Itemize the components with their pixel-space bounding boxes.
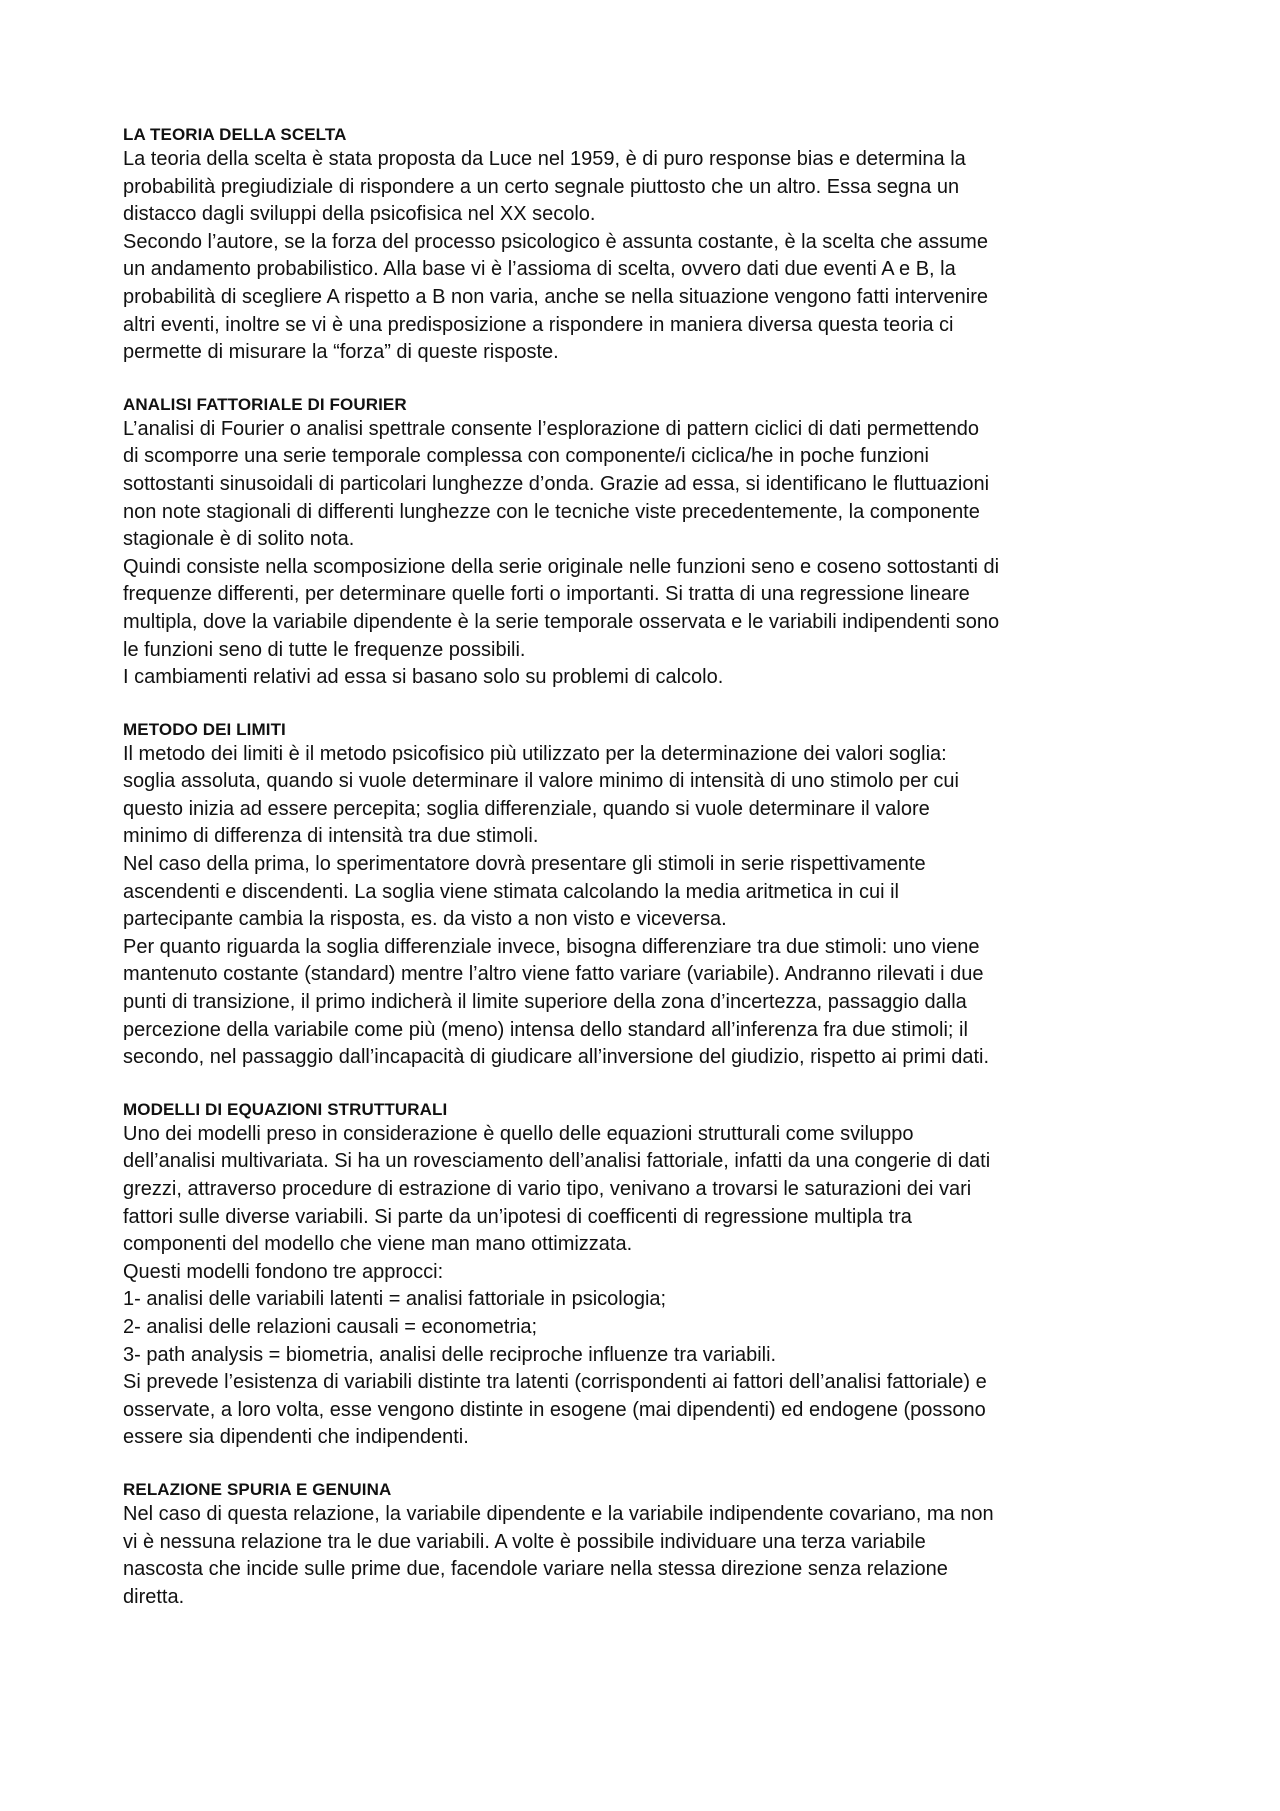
text-line: La teoria della scelta è stata proposta da Luce nel 1959, è di puro response bias e determina la <box>123 148 966 170</box>
text-line: sottostanti sinusoidali di particolari lunghezze d’onda. Grazie ad essa, si identificano le fluttuazioni <box>123 472 990 495</box>
text-line: di scomporre una serie temporale complessa con componente/i ciclica/he in poche funzioni <box>123 445 929 468</box>
section-body <box>123 1121 1183 1452</box>
text-line: distacco dagli sviluppi della psicofisica nel XX secolo. <box>123 203 596 226</box>
text-line: grezzi, attraverso procedure di estrazione di vario tipo, venivano a trovarsi le saturazioni dei vari <box>123 1178 972 1200</box>
text-line: questo inizia ad essere percepita; soglia differenziale, quando si vuole determinare il valore <box>123 797 930 820</box>
text-line: le funzioni seno di tutte le frequenze possibili. <box>123 638 526 661</box>
text-line: punti di transizione, il primo indicherà il limite superiore della zona d’incertezza, passaggio dalla <box>123 991 967 1014</box>
section-heading: RELAZIONE SPURIA E GENUINA <box>123 1479 392 1499</box>
section-relazione-spuria-genuina <box>123 1479 1183 1611</box>
section-body <box>123 146 1183 367</box>
text-line: un andamento probabilistico. Alla base vi è l’assioma di scelta, ovvero dati due eventi A e B, la <box>123 258 956 281</box>
section-analisi-fourier <box>123 394 1183 692</box>
text-line: altri eventi, inoltre se vi è una predisposizione a rispondere in maniera diversa questa teoria ci <box>123 313 954 336</box>
text-line: mantenuto costante (standard) mentre l’altro viene fatto variare (variabile). Andranno rilevati i due <box>123 963 984 986</box>
section-modelli-equazioni-strutturali <box>123 1099 1183 1452</box>
section-metodo-dei-limiti <box>123 719 1183 1072</box>
list-item: 3- path analysis = biometria, analisi delle reciproche influenze tra variabili. <box>123 1343 777 1366</box>
section-heading: ANALISI FATTORIALE DI FOURIER <box>123 394 407 414</box>
text-line: probabilità di scegliere A rispetto a B non varia, anche se nella situazione vengono fatti intervenire <box>123 285 988 308</box>
list-item: 2- analisi delle relazioni causali = econometria; <box>123 1315 538 1338</box>
section-body <box>123 741 1183 1072</box>
text-line: nascosta che incide sulle prime due, facendole variare nella stessa direzione senza relazione <box>123 1558 948 1581</box>
section-body <box>123 1501 1183 1611</box>
text-line: dell’analisi multivariata. Si ha un rovesciamento dell’analisi fattoriale, infatti da una congerie di dati <box>123 1150 991 1173</box>
text-line: Nel caso di questa relazione, la variabile dipendente e la variabile indipendente covariano, ma non <box>123 1502 994 1525</box>
text-line: diretta. <box>123 1585 185 1608</box>
section-teoria-della-scelta <box>123 124 1183 367</box>
text-line: stagionale è di solito nota. <box>123 528 355 551</box>
text-line: permette di misurare la “forza” di queste risposte. <box>123 341 559 364</box>
text-line: Nel caso della prima, lo sperimentatore dovrà presentare gli stimoli in serie rispettivamente <box>123 853 926 876</box>
text-line: L’analisi di Fourier o analisi spettrale consente l’esplorazione di pattern ciclici di dati permettendo <box>123 417 980 440</box>
text-line: multipla, dove la variabile dipendente è la serie temporale osservata e le variabili indipendenti sono <box>123 610 1000 633</box>
text-line: Quindi consiste nella scomposizione della serie originale nelle funzioni seno e coseno sottostanti di <box>123 555 1000 578</box>
text-line: ascendenti e discendenti. La soglia viene stimata calcolando la media aritmetica in cui il <box>123 880 899 903</box>
text-line: essere sia dipendenti che indipendenti. <box>123 1426 469 1449</box>
text-line: percezione della variabile come più (meno) intensa dello standard all’inferenza fra due stimoli; il <box>123 1018 968 1041</box>
text-line: soglia assoluta, quando si vuole determinare il valore minimo di intensità di uno stimolo per cui <box>123 770 959 793</box>
text-line: osservate, a loro volta, esse vengono distinte in esogene (mai dipendenti) ed endogene (possono <box>123 1398 986 1421</box>
text-line: minimo di differenza di intensità tra due stimoli. <box>123 825 539 848</box>
text-line: secondo, nel passaggio dall’incapacità di giudicare all’inversione del giudizio, rispetto ai primi dati. <box>123 1046 990 1069</box>
text-line: partecipante cambia la risposta, es. da visto a non visto e viceversa. <box>123 908 727 931</box>
text-line: Secondo l’autore, se la forza del processo psicologico è assunta costante, è la scelta che assume <box>123 230 988 253</box>
text-line: frequenze differenti, per determinare quelle forti o importanti. Si tratta di una regressione lineare <box>123 583 970 606</box>
document-page <box>123 124 1183 1638</box>
text-line: I cambiamenti relativi ad essa si basano solo su problemi di calcolo. <box>123 666 724 689</box>
text-line: non note stagionali di differenti lunghezze con le tecniche viste precedentemente, la componente <box>123 500 980 523</box>
section-body <box>123 416 1183 692</box>
text-line: fattori sulle diverse variabili. Si parte da un’ipotesi di coefficenti di regressione multipla tra <box>123 1205 912 1228</box>
list-item: 1- analisi delle variabili latenti = analisi fattoriale in psicologia; <box>123 1288 667 1311</box>
text-line: vi è nessuna relazione tra le due variabili. A volte è possibile individuare una terza variabile <box>123 1530 926 1553</box>
text-line: Il metodo dei limiti è il metodo psicofisico più utilizzato per la determinazione dei valori soglia: <box>123 742 947 765</box>
text-line: componenti del modello che viene man mano ottimizzata. <box>123 1233 633 1256</box>
text-line: probabilità pregiudiziale di rispondere a un certo segnale piuttosto che un altro. Essa segna un <box>123 175 960 198</box>
text-line: Uno dei modelli preso in considerazione è quello delle equazioni strutturali come sviluppo <box>123 1122 914 1145</box>
section-heading: METODO DEI LIMITI <box>123 719 286 739</box>
text-line: Per quanto riguarda la soglia differenziale invece, bisogna differenziare tra due stimoli: uno viene <box>123 935 980 958</box>
section-heading: LA TEORIA DELLA SCELTA <box>123 125 347 144</box>
text-line: Questi modelli fondono tre approcci: <box>123 1260 444 1283</box>
text-line: Si prevede l’esistenza di variabili distinte tra latenti (corrispondenti ai fattori dell’analisi fattoriale) e <box>123 1371 987 1394</box>
section-heading: MODELLI DI EQUAZIONI STRUTTURALI <box>123 1099 448 1119</box>
